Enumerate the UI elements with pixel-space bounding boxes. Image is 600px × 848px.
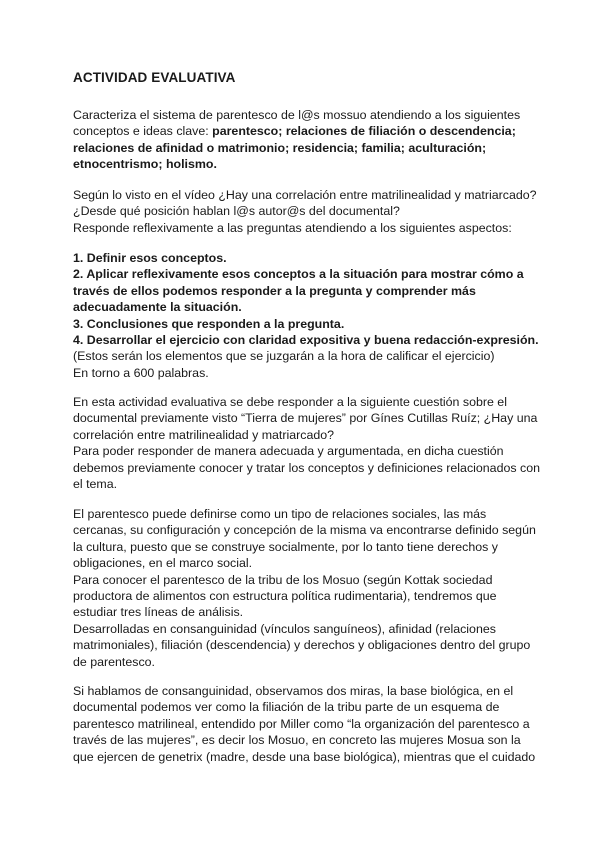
word-count-note: En torno a 600 palabras. [73,365,209,380]
aspect-item: 3. Conclusiones que responden a la pregunta. [73,316,345,331]
kinship-mosuo-text: Para conocer el parentesco de la tribu de los Mosuo (según Kottak sociedad productora de alimentos con estructura política rudimentaria), tendremos que estudiar tres líneas de análisis. [73,572,497,620]
document-title: ACTIVIDAD EVALUATIVA [73,70,236,85]
kinship-paragraph [73,506,543,670]
consanguinity-text: Si hablamos de consanguinidad, observamos dos miras, la base biológica, en el documental podemos ver como la filiación de la tribu parte de un esquema de parentesco matrilineal, entendido por Miller como “la organización del parentesco a través de las mujeres”, es decir los Mosuo, en concreto las mujeres Mosua son la que ejercen de genetrix (madre, desde una base biológica), mientras que el cuidado [73,684,536,764]
question-position: ¿Desde qué posición hablan l@s autor@s del documental? [73,204,400,219]
activity-question-text: En esta actividad evaluativa se debe responder a la siguiente cuestión sobre el documental previamente visto “Tierra de mujeres” por Gínes Cutillas Ruíz; ¿Hay una correlación entre matrilinealidad y matriarcado? [73,395,538,442]
key-concepts: parentesco; relaciones de filiación o descendencia; relaciones de afinidad o matrimonio; residencia; familia; aculturación; etnocentrismo; holismo. [73,124,516,172]
aspect-item: 1. Definir esos conceptos. [73,251,227,265]
aspect-item: 4. Desarrollar el ejercicio con claridad expositiva y buena redacción-expresión. [73,333,539,348]
kinship-lines-text: Desarrolladas en consanguinidad (vínculos sanguíneos), afinidad (relaciones matrimoniales), filiación (descendencia) y derechos y obligaciones dentro del grupo de parentesco. [73,621,531,669]
activity-paragraph [73,394,543,492]
kinship-definition-text: El parentesco puede definirse como un tipo de relaciones sociales, las más cercanas, su configuración y concepción de la misma va encontrarse definido según la cultura, puesto que se construye socialmente, por lo tanto tiene derechos y obligaciones, en el marco social. [73,507,536,571]
intro-lead: Caracteriza el sistema de parentesco de l@s mossuo atendiendo a los siguientes conceptos e ideas clave: [73,108,521,139]
grading-note: (Estos serán los elementos que se juzgarán a la hora de calificar el ejercicio) [73,349,495,364]
intro-paragraph [73,107,543,173]
aspect-item: 2. Aplicar reflexivamente esos conceptos a la situación para mostrar cómo a través de ellos podemos responder a la pregunta y comprender más adecuadamente la situación. [73,267,524,315]
activity-approach-text: Para poder responder de manera adecuada y argumentada, en dicha cuestión debemos previamente conocer y tratar los conceptos y definiciones relacionados con el tema. [73,444,540,492]
aspects-list [73,250,543,381]
question-correlation: Según lo visto en el vídeo ¿Hay una correlación entre matrilinealidad y matriarcado? [73,188,537,202]
questions-block [73,187,543,236]
question-instructions: Responde reflexivamente a las preguntas atendiendo a los siguientes aspectos: [73,220,512,235]
consanguinity-paragraph [73,683,543,765]
